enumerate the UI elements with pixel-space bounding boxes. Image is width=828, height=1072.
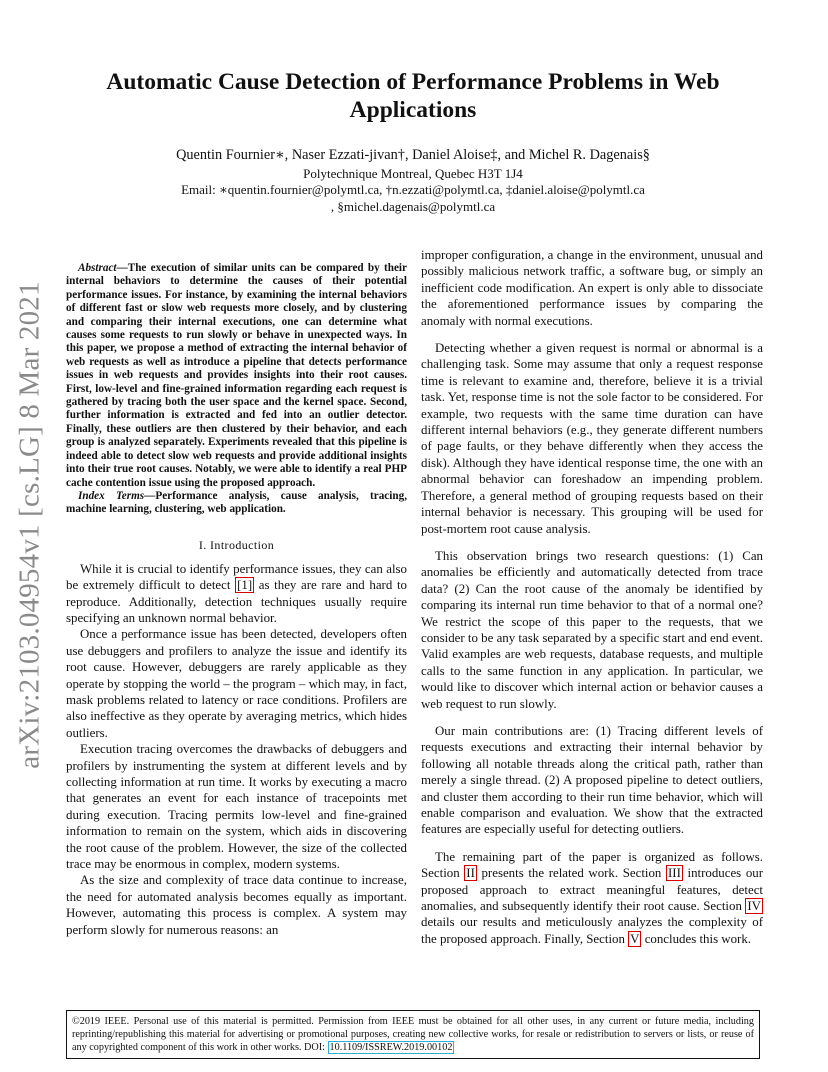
paragraph-text: While it is crucial to identify performance issues, they can also be extremely difficult to detect: [66, 561, 407, 593]
paragraph-text: details our results and meticulously analyzes the complexity of the proposed approach. Finally, Section: [421, 915, 763, 946]
abstract-lead: Abstract: [78, 262, 117, 274]
paragraph-text: concludes this work.: [641, 931, 752, 946]
section-heading-introduction: I. Introduction: [198, 537, 275, 552]
affiliation: Polytechnique Montreal, Quebec H3T 1J4: [303, 166, 523, 181]
intro-paragraph-2: Once a performance issue has been detected, developers often use debuggers and profilers to analyze the issue and identify its root cause. However, debuggers are rarely applicable as they operate by stopping the world – the program – which may, in fact, mask problems related to latency or race conditions. Profilers are also ineffective as they operate by averaging metrics, which hides outliers.: [66, 627, 407, 740]
paragraph-text: as they are rare and hard to reproduce. Additionally, detection techniques usually require specifying an unknown normal behavior.: [66, 578, 407, 625]
right-paragraph-1: improper configuration, a change in the environment, unusual and possibly malicious network traffic, a software bug, or simply an inefficient code modification. An expert is only able to dissociate the aforementioned performance issues by comparing the anomaly with normal executions.: [421, 248, 763, 328]
intro-paragraph-4: As the size and complexity of trace data continue to increase, the need for automated analysis becomes equally as important. However, automating this process is complex. A system may perform slowly for numerous reasons: an: [66, 873, 407, 937]
author-list: Quentin Fournier∗, Naser Ezzati-jivan†, Daniel Aloise‡, and Michel R. Dagenais§: [176, 147, 650, 163]
section-link-iii[interactable]: III: [668, 866, 681, 881]
right-column: [421, 247, 763, 947]
arxiv-identifier-stamp: [0, 281, 60, 769]
index-terms-lead: Index Terms: [78, 489, 145, 502]
intro-paragraph-1: [66, 561, 407, 627]
copyright-text: ©2019 IEEE. Personal use of this material is permitted. Permission from IEEE must be obtained for all other uses, in any current or future media, including reprinting/republishing this material for advertising or promotional purposes, creating new collective works, for resale or redistribution to servers or lists, or reuse of any copyrighted component of this work in other works. DOI:: [72, 1016, 754, 1053]
citation-link[interactable]: [1]: [237, 578, 253, 593]
abstract: [66, 262, 407, 490]
doi-link[interactable]: 10.1109/ISSREW.2019.00102: [329, 1042, 453, 1053]
author-emails: Email: ∗quentin.fournier@polymtl.ca, †n.ezzati@polymtl.ca, ‡daniel.aloise@polymtl.ca: [181, 182, 645, 197]
right-paragraph-5: [421, 849, 763, 947]
index-terms-text: —Performance analysis, cause analysis, tracing, machine learning, clustering, web application.: [66, 489, 407, 516]
right-paragraph-4: Our main contributions are: (1) Tracing different levels of requests executions and extracting their internal behavior by following all notable threads along the critical path, rather than merely a single thread. (2) A proposed pipeline to detect outliers, and cluster them according to their run time behavior, which will enable comparison and evaluation. We show that the extracted features are especially useful for detecting outliers.: [421, 723, 763, 837]
copyright-notice: [66, 1010, 760, 1059]
abstract-text: —The execution of similar units can be compared by their internal behaviors to determine the causes of their potential performance issues. For instance, by examining the internal behaviors of different fast or slow web requests more closely, and by clustering and comparing their internal executions, one can determine what causes some requests to run slowly or behave in unexpected ways. In this paper, we propose a method of extracting the internal behavior of web requests as well as introduce a pipeline that detects performance issues in web requests and provides insights into their root causes. First, low-level and fine-grained information regarding each request is gathered by tracing both the user space and the kernel space. Second, further information is extracted and fed into an outlier detector. Finally, these outliers are then clustered by their behavior, and each group is analyzed separately. Experiments revealed that this pipeline is indeed able to detect slow web requests and provide additional insights into their true root causes. Notably, we were able to identify a real PHP cache contention issue using the proposed approach.: [66, 262, 407, 489]
section-link-ii[interactable]: II: [466, 866, 475, 881]
index-terms: [66, 490, 407, 517]
paper-title: Automatic Cause Detection of Performance Problems in Web Applications: [106, 69, 720, 123]
paragraph-text: presents the related work. Section: [476, 866, 666, 881]
section-link-v[interactable]: V: [630, 931, 640, 946]
paragraph-text: The remaining part of the paper is organized as follows. Section: [421, 849, 763, 881]
intro-paragraph-3: Execution tracing overcomes the drawbacks of debuggers and profilers by instrumenting the system at different levels and by collecting information at run time. It works by executing a macro that generates an event for each instance of tracepoints met during execution. Tracing permits low-level and fine-grained information to remain on the system, which aids in discovering the root cause of the problem. However, the size of the collected trace may be enormous in complex, modern systems.: [66, 742, 407, 872]
left-column: [66, 262, 407, 938]
section-link-iv[interactable]: IV: [747, 899, 761, 914]
right-paragraph-3: This observation brings two research questions: (1) Can anomalies be efficiently and automatically detected from trace data? (2) Can the root cause of the anomaly be identified by comparing its internal run time behavior to that of a normal one? We restrict the scope of this paper to the requests, that we consider to be any task separated by a specific start and end event. Valid examples are web requests, database requests, and multiple calls to the same function in any application. In particular, we would like to discover which internal action or behavior causes a web request to run slowly.: [421, 548, 763, 711]
arxiv-identifier-text: arXiv:2103.04954v1 [cs.LG] 8 Mar 2021: [13, 281, 46, 769]
right-paragraph-2: Detecting whether a given request is normal or abnormal is a challenging task. Some may assume that only a request response time is relevant to examine and, therefore, believe it is a trivial task. Yet, response time is not the sole factor to be considered. For example, two requests with the same time duration can have different internal behaviors (e.g., they generate different numbers of page faults, or they behave differently when they access the disk). Although they have identical response time, the one with an abnormal behavior can foreshadow an impending problem. Therefore, a general method of grouping requests based on their internal behavior is necessary. This grouping will be used for post-mortem root cause analysis.: [421, 341, 763, 536]
paragraph-text: introduces our proposed approach to extract meaningful features, detect anomalies, and subsequently identify their root cause. Section: [421, 866, 763, 914]
author-emails-continued: , §michel.dagenais@polymtl.ca: [330, 199, 496, 214]
